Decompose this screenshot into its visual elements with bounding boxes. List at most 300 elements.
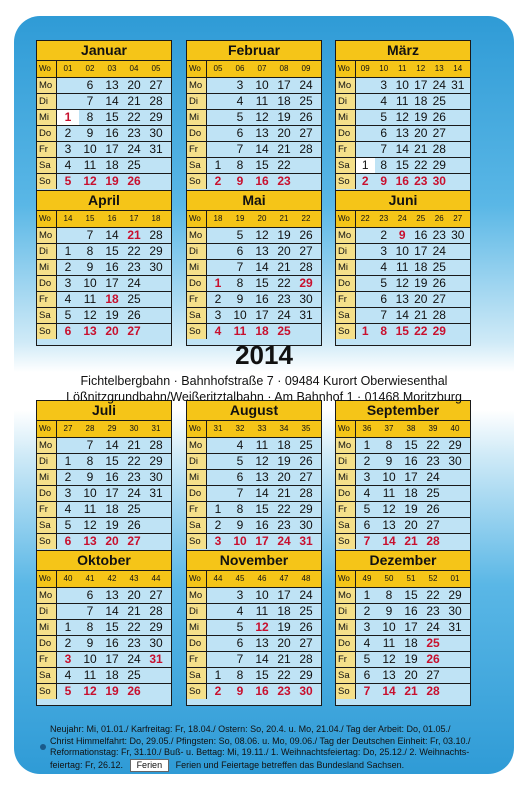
weekday-label: Mi bbox=[336, 260, 356, 275]
day-cell bbox=[207, 470, 229, 485]
weekday-label: Sa bbox=[187, 518, 207, 533]
weekday-label: Di bbox=[336, 94, 356, 109]
day-row-do bbox=[37, 636, 171, 652]
day-row-sa bbox=[187, 308, 321, 324]
day-cell: 8 bbox=[236, 502, 244, 516]
day-row-do bbox=[336, 636, 470, 652]
day-cell: 1 bbox=[64, 244, 72, 258]
day-row-do bbox=[187, 636, 321, 652]
day-cell: 3 bbox=[214, 308, 222, 322]
weekday-label: Fr bbox=[187, 652, 207, 667]
weekday-label: Mi bbox=[37, 110, 57, 125]
day-row-do bbox=[37, 126, 171, 142]
weekday-label: Di bbox=[336, 604, 356, 619]
day-cell: 14 bbox=[255, 486, 269, 500]
week-number: 07 bbox=[257, 64, 267, 73]
day-cell: 19 bbox=[105, 518, 119, 532]
day-cell bbox=[356, 308, 375, 323]
footer-line-1: Neujahr: Mi, 01.01./ Karfreitag: Fr, 18.04./ Ostern: So, 20.4. u. Mo, 21.04./ Tag der Arbeit: Do, 01.05./ bbox=[50, 724, 451, 734]
day-cell: 25 bbox=[127, 668, 141, 682]
week-number: 01 bbox=[63, 64, 73, 73]
weekday-label: Sa bbox=[187, 308, 207, 323]
day-cell: 31 bbox=[149, 652, 163, 666]
day-row-mo bbox=[37, 228, 171, 244]
day-cell: 7 bbox=[86, 94, 94, 108]
day-cell: 5 bbox=[64, 174, 72, 188]
day-cell: 6 bbox=[236, 244, 244, 258]
day-cell: 9 bbox=[236, 292, 244, 306]
day-cell: 8 bbox=[86, 110, 94, 124]
day-cell: 15 bbox=[395, 158, 409, 172]
day-cell bbox=[57, 604, 79, 619]
day-cell: 17 bbox=[277, 588, 291, 602]
day-row-so bbox=[37, 534, 171, 549]
day-cell: 24 bbox=[432, 78, 446, 92]
day-cell: 12 bbox=[83, 174, 97, 188]
day-cell bbox=[207, 78, 229, 93]
day-cell: 26 bbox=[299, 228, 313, 242]
day-cell: 22 bbox=[127, 110, 141, 124]
month-title: März bbox=[336, 41, 470, 61]
day-cell bbox=[207, 142, 229, 157]
day-row-fr bbox=[37, 652, 171, 668]
day-row-di bbox=[37, 604, 171, 620]
day-row-mi bbox=[336, 260, 470, 276]
day-cell: 7 bbox=[363, 684, 371, 698]
day-cell: 4 bbox=[214, 324, 222, 338]
day-cell: 16 bbox=[255, 518, 269, 532]
day-cell: 15 bbox=[255, 668, 269, 682]
day-cell: 12 bbox=[395, 276, 409, 290]
address-line-2: Lößnitzgrundbahn/Weißeritztalbahn · Am Bahnhof 1 · 01468 Moritzburg bbox=[66, 390, 462, 404]
month-title: September bbox=[336, 401, 470, 421]
calendar-card bbox=[14, 16, 514, 774]
day-cell: 28 bbox=[432, 142, 446, 156]
day-row-mi bbox=[336, 470, 470, 486]
day-row-sa bbox=[336, 518, 470, 534]
weekday-label: Di bbox=[187, 244, 207, 259]
weekday-label: Fr bbox=[187, 502, 207, 517]
weekday-label: Do bbox=[187, 276, 207, 291]
day-cell: 20 bbox=[404, 518, 418, 532]
day-row-di bbox=[336, 244, 470, 260]
day-cell bbox=[145, 502, 167, 517]
day-cell bbox=[207, 126, 229, 141]
day-cell: 31 bbox=[149, 486, 163, 500]
weekday-label: Mi bbox=[336, 620, 356, 635]
day-cell bbox=[57, 588, 79, 603]
day-cell: 16 bbox=[105, 260, 119, 274]
month-juni bbox=[335, 190, 471, 346]
day-cell bbox=[145, 276, 167, 291]
day-cell: 16 bbox=[105, 470, 119, 484]
weekday-label: Do bbox=[187, 636, 207, 651]
day-cell: 22 bbox=[127, 620, 141, 634]
day-cell bbox=[449, 94, 468, 109]
day-row-sa bbox=[37, 158, 171, 174]
weekday-label: Mo bbox=[187, 228, 207, 243]
day-row-mi bbox=[187, 470, 321, 486]
day-cell: 15 bbox=[105, 244, 119, 258]
day-cell: 9 bbox=[385, 604, 393, 618]
day-cell: 13 bbox=[105, 588, 119, 602]
weekday-label: Fr bbox=[187, 292, 207, 307]
month-november bbox=[186, 550, 322, 706]
day-cell: 10 bbox=[382, 470, 396, 484]
week-number: 31 bbox=[151, 424, 161, 433]
day-cell: 4 bbox=[380, 94, 388, 108]
address-line-1: Fichtelbergbahn · Bahnhofstraße 7 · 09484 Kurort Oberwiesenthal bbox=[80, 374, 448, 388]
day-cell: 24 bbox=[299, 78, 313, 92]
day-cell: 5 bbox=[64, 684, 72, 698]
day-cell: 20 bbox=[277, 636, 291, 650]
day-cell: 8 bbox=[236, 276, 244, 290]
day-cell: 2 bbox=[363, 454, 371, 468]
day-row-mi bbox=[37, 620, 171, 636]
day-row-fr bbox=[336, 292, 470, 308]
day-cell: 12 bbox=[83, 518, 97, 532]
week-number: 15 bbox=[85, 214, 95, 223]
day-cell: 3 bbox=[64, 142, 72, 156]
day-cell: 8 bbox=[385, 588, 393, 602]
day-cell: 31 bbox=[299, 534, 313, 548]
day-cell: 11 bbox=[83, 502, 97, 516]
week-number: 11 bbox=[398, 64, 407, 73]
week-number: 21 bbox=[279, 214, 289, 223]
week-number: 14 bbox=[453, 64, 463, 73]
day-cell: 2 bbox=[214, 518, 222, 532]
weekday-label: Fr bbox=[336, 142, 356, 157]
day-cell: 18 bbox=[404, 636, 418, 650]
day-row-di bbox=[187, 604, 321, 620]
weekday-label: Fr bbox=[187, 142, 207, 157]
weekday-label: Fr bbox=[336, 502, 356, 517]
day-cell: 28 bbox=[149, 604, 163, 618]
week-number: 40 bbox=[63, 574, 73, 583]
day-row-so bbox=[336, 684, 470, 699]
weekday-label: Fr bbox=[37, 142, 57, 157]
day-cell bbox=[207, 636, 229, 651]
weekday-label: Sa bbox=[37, 308, 57, 323]
day-cell: 9 bbox=[385, 454, 393, 468]
day-cell: 11 bbox=[396, 94, 409, 108]
day-cell: 24 bbox=[299, 588, 313, 602]
day-cell: 18 bbox=[105, 668, 119, 682]
day-cell: 25 bbox=[277, 324, 291, 338]
day-cell: 25 bbox=[426, 486, 440, 500]
day-cell: 2 bbox=[214, 684, 222, 698]
day-cell: 6 bbox=[236, 636, 244, 650]
day-row-do bbox=[187, 126, 321, 142]
day-cell: 4 bbox=[363, 636, 371, 650]
footer-line-4 bbox=[50, 759, 490, 773]
day-row-mo bbox=[336, 438, 470, 454]
day-cell bbox=[207, 620, 229, 635]
day-cell: 4 bbox=[64, 502, 72, 516]
week-label: Wo bbox=[187, 421, 207, 437]
day-cell: 16 bbox=[404, 604, 418, 618]
week-number-row bbox=[336, 571, 470, 588]
day-cell: 26 bbox=[127, 174, 141, 188]
day-cell bbox=[145, 668, 167, 683]
day-cell: 6 bbox=[64, 534, 72, 548]
day-cell: 8 bbox=[236, 158, 244, 172]
day-cell: 3 bbox=[380, 244, 388, 258]
day-cell: 6 bbox=[380, 126, 388, 140]
day-cell: 23 bbox=[414, 174, 428, 188]
weekday-label: Mi bbox=[187, 470, 207, 485]
day-cell: 30 bbox=[299, 292, 313, 306]
day-cell: 11 bbox=[233, 324, 247, 338]
day-cell bbox=[449, 174, 468, 189]
day-row-di bbox=[187, 454, 321, 470]
day-row-mi bbox=[336, 110, 470, 126]
day-cell: 25 bbox=[299, 438, 313, 452]
day-cell: 10 bbox=[233, 308, 247, 322]
day-row-do bbox=[187, 276, 321, 292]
day-cell: 29 bbox=[448, 588, 462, 602]
day-cell bbox=[444, 502, 466, 517]
day-cell: 8 bbox=[86, 620, 94, 634]
day-cell: 23 bbox=[277, 174, 291, 188]
day-cell bbox=[444, 486, 466, 501]
day-cell: 18 bbox=[414, 94, 428, 108]
day-row-mo bbox=[336, 588, 470, 604]
month-januar bbox=[36, 40, 172, 196]
day-cell bbox=[356, 260, 375, 275]
day-cell bbox=[145, 174, 167, 189]
day-cell: 22 bbox=[414, 158, 428, 172]
day-cell: 11 bbox=[83, 668, 97, 682]
weekday-label: Mo bbox=[37, 438, 57, 453]
day-cell: 21 bbox=[127, 94, 141, 108]
day-cell: 18 bbox=[255, 324, 269, 338]
day-cell: 17 bbox=[414, 244, 428, 258]
day-cell: 9 bbox=[86, 260, 94, 274]
day-cell: 5 bbox=[64, 518, 72, 532]
day-cell: 13 bbox=[255, 126, 269, 140]
day-cell: 19 bbox=[414, 110, 428, 124]
week-label: Wo bbox=[187, 571, 207, 587]
day-cell bbox=[207, 454, 229, 469]
week-number: 13 bbox=[434, 64, 444, 73]
month-september bbox=[335, 400, 471, 556]
day-row-sa bbox=[37, 518, 171, 534]
day-cell: 19 bbox=[277, 228, 291, 242]
month-title: August bbox=[187, 401, 321, 421]
day-cell: 28 bbox=[299, 486, 313, 500]
month-februar bbox=[186, 40, 322, 196]
day-cell: 18 bbox=[277, 438, 291, 452]
day-cell bbox=[207, 652, 229, 667]
weekday-label: Mo bbox=[187, 438, 207, 453]
day-cell: 29 bbox=[432, 158, 446, 172]
weekday-label: Sa bbox=[336, 668, 356, 683]
day-cell: 23 bbox=[127, 260, 141, 274]
day-cell bbox=[207, 486, 229, 501]
day-cell: 7 bbox=[236, 486, 244, 500]
day-cell: 21 bbox=[277, 260, 291, 274]
day-cell: 3 bbox=[64, 276, 72, 290]
day-cell bbox=[449, 276, 468, 291]
day-cell: 3 bbox=[380, 78, 388, 92]
weekday-label: Mi bbox=[336, 470, 356, 485]
day-cell: 27 bbox=[299, 244, 313, 258]
day-cell: 28 bbox=[426, 534, 440, 548]
day-cell: 5 bbox=[236, 110, 244, 124]
day-cell: 7 bbox=[380, 142, 388, 156]
day-cell: 29 bbox=[448, 438, 462, 452]
day-cell: 30 bbox=[432, 174, 446, 188]
day-cell: 2 bbox=[214, 174, 222, 188]
week-number: 47 bbox=[279, 574, 289, 583]
day-cell: 5 bbox=[380, 110, 388, 124]
day-cell: 9 bbox=[236, 518, 244, 532]
weekday-label: Do bbox=[336, 486, 356, 501]
day-cell: 24 bbox=[127, 142, 141, 156]
day-cell: 30 bbox=[299, 684, 313, 698]
day-cell: 9 bbox=[236, 684, 244, 698]
day-cell: 17 bbox=[105, 276, 119, 290]
weekday-label: Sa bbox=[37, 158, 57, 173]
week-number: 26 bbox=[434, 214, 444, 223]
day-cell: 10 bbox=[255, 588, 269, 602]
day-cell: 5 bbox=[236, 620, 244, 634]
day-row-di bbox=[37, 94, 171, 110]
day-cell: 4 bbox=[64, 668, 72, 682]
month-title: Mai bbox=[187, 191, 321, 211]
day-cell: 26 bbox=[299, 620, 313, 634]
week-number: 01 bbox=[450, 574, 460, 583]
day-row-sa bbox=[37, 308, 171, 324]
day-row-mi bbox=[37, 260, 171, 276]
day-cell: 4 bbox=[64, 158, 72, 172]
day-cell: 14 bbox=[105, 228, 119, 242]
weekday-label: Do bbox=[37, 636, 57, 651]
day-cell: 6 bbox=[86, 78, 94, 92]
day-cell: 22 bbox=[277, 276, 291, 290]
day-cell bbox=[207, 244, 229, 259]
day-cell bbox=[444, 636, 466, 651]
week-number: 23 bbox=[379, 214, 389, 223]
day-cell: 13 bbox=[255, 244, 269, 258]
day-cell: 25 bbox=[299, 94, 313, 108]
week-label: Wo bbox=[336, 571, 356, 587]
day-cell: 13 bbox=[83, 324, 97, 338]
month-april bbox=[36, 190, 172, 346]
day-cell: 15 bbox=[404, 438, 418, 452]
day-cell bbox=[57, 228, 79, 243]
day-cell bbox=[356, 276, 375, 291]
day-row-sa bbox=[187, 668, 321, 684]
day-cell: 27 bbox=[149, 78, 163, 92]
week-number: 14 bbox=[63, 214, 73, 223]
day-cell: 31 bbox=[149, 142, 163, 156]
day-cell: 8 bbox=[86, 244, 94, 258]
weekday-label: So bbox=[336, 324, 356, 339]
day-cell: 27 bbox=[299, 126, 313, 140]
week-number: 16 bbox=[107, 214, 117, 223]
week-number-row bbox=[37, 571, 171, 588]
week-number: 12 bbox=[416, 64, 426, 73]
day-cell: 14 bbox=[395, 142, 409, 156]
day-cell: 9 bbox=[86, 470, 94, 484]
day-cell: 31 bbox=[299, 308, 313, 322]
day-cell: 20 bbox=[404, 668, 418, 682]
weekday-label: Fr bbox=[336, 292, 356, 307]
week-number: 48 bbox=[301, 574, 311, 583]
week-number: 10 bbox=[379, 64, 389, 73]
week-number: 39 bbox=[428, 424, 438, 433]
day-cell: 12 bbox=[382, 502, 396, 516]
week-number: 29 bbox=[107, 424, 117, 433]
day-row-so bbox=[187, 534, 321, 549]
day-row-fr bbox=[336, 502, 470, 518]
day-cell: 13 bbox=[255, 470, 269, 484]
day-cell: 14 bbox=[105, 438, 119, 452]
week-number: 38 bbox=[406, 424, 416, 433]
weekday-label: Di bbox=[37, 244, 57, 259]
week-number-row bbox=[187, 61, 321, 78]
week-number: 33 bbox=[257, 424, 267, 433]
month-dezember bbox=[335, 550, 471, 706]
week-number-row bbox=[336, 211, 470, 228]
day-cell bbox=[207, 228, 229, 243]
day-cell bbox=[145, 158, 167, 173]
day-cell: 12 bbox=[83, 684, 97, 698]
day-cell: 28 bbox=[299, 652, 313, 666]
day-cell: 22 bbox=[414, 324, 428, 338]
week-number: 36 bbox=[362, 424, 372, 433]
day-cell: 17 bbox=[255, 534, 269, 548]
day-row-di bbox=[37, 454, 171, 470]
day-cell bbox=[207, 94, 229, 109]
day-cell bbox=[449, 158, 468, 173]
day-cell: 14 bbox=[255, 142, 269, 156]
day-cell: 21 bbox=[414, 142, 428, 156]
day-cell: 10 bbox=[83, 276, 97, 290]
day-cell bbox=[356, 110, 375, 125]
day-cell: 14 bbox=[255, 260, 269, 274]
day-cell bbox=[207, 438, 229, 453]
month-title: Dezember bbox=[336, 551, 470, 571]
day-cell: 11 bbox=[255, 94, 269, 108]
day-cell bbox=[207, 604, 229, 619]
day-cell: 19 bbox=[105, 308, 119, 322]
footer-line-3: Reformationstag: Fr, 31.10./ Buß- u. Bettag: Mi, 19.11./ 1. Weihnachtsfeiertag: Do, 25.12./ 2. Weihnachts- bbox=[50, 747, 470, 757]
day-cell: 15 bbox=[105, 454, 119, 468]
day-cell: 12 bbox=[255, 110, 269, 124]
day-cell: 23 bbox=[127, 470, 141, 484]
day-cell: 13 bbox=[382, 518, 396, 532]
week-number: 51 bbox=[406, 574, 416, 583]
day-row-mi bbox=[336, 620, 470, 636]
month-mai bbox=[186, 190, 322, 346]
day-cell: 8 bbox=[385, 438, 393, 452]
day-cell: 24 bbox=[277, 534, 291, 548]
day-row-mi bbox=[187, 260, 321, 276]
weekday-label: Sa bbox=[187, 158, 207, 173]
day-cell: 20 bbox=[277, 126, 291, 140]
day-cell: 18 bbox=[277, 94, 291, 108]
weekday-label: Di bbox=[37, 604, 57, 619]
day-cell: 22 bbox=[426, 588, 440, 602]
day-row-mo bbox=[37, 78, 171, 94]
day-cell: 13 bbox=[382, 668, 396, 682]
week-number: 18 bbox=[151, 214, 161, 223]
day-cell bbox=[356, 142, 375, 157]
month-august bbox=[186, 400, 322, 556]
